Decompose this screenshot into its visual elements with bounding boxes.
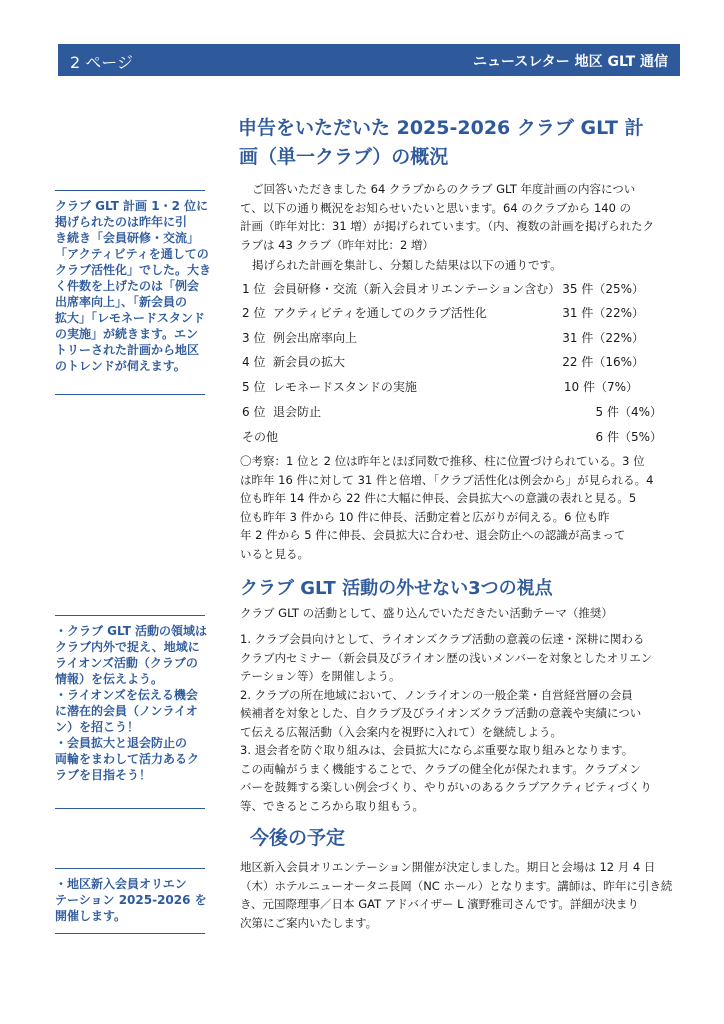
ranking-label: 退会防止 bbox=[273, 405, 322, 419]
body-line: この両輪がうまく機能することで、クラブの健全化が保たれます。クラブメン bbox=[240, 761, 641, 776]
section3-body bbox=[240, 858, 686, 932]
analysis-line: 〇考察：1 位と 2 位は昨年とほぼ同数で推移、柱に位置づけられている。3 位 bbox=[240, 454, 645, 468]
sidebar-line: ・クラブ GLT 活動の領域は bbox=[55, 624, 208, 638]
intro-paragraph bbox=[240, 180, 686, 254]
ranking-position: 3 位 bbox=[242, 331, 266, 345]
ranking-position: 5 位 bbox=[242, 380, 266, 394]
header-bar bbox=[58, 44, 680, 76]
section2-body bbox=[240, 630, 686, 815]
sidebar-line: き続き「会員研修・交流」 bbox=[55, 231, 200, 245]
section-title-line: 画（単一クラブ）の概況 bbox=[239, 146, 449, 168]
ranking-count: 5 件（4%） bbox=[595, 405, 662, 419]
ranking-row bbox=[242, 279, 662, 299]
sidebar-note-viewpoints bbox=[55, 615, 208, 809]
sidebar-line: 拡大」「レモネードスタンド bbox=[55, 311, 205, 325]
sidebar-line: ラブを目指そう！ bbox=[55, 768, 152, 782]
sidebar-line: クラブ活性化」でした。大き bbox=[55, 263, 212, 277]
intro-line: ご回答いただきました 64 クラブからのクラブ GLT 年度計画の内容につい bbox=[252, 182, 636, 196]
body-line: 等、できるところから取り組もう。 bbox=[240, 798, 424, 813]
lead-text: クラブ GLT の活動として、盛り込んでいただきたい活動テーマ（推奨） bbox=[240, 606, 613, 620]
sidebar-line: テーション 2025-2026 を bbox=[55, 893, 207, 907]
ranking-count: 31 件（22%） bbox=[562, 306, 644, 320]
analysis-line: 年 2 件から 5 件に伸長、会員拡大に合わせ、退会防止への認識が高まって bbox=[240, 528, 626, 542]
ranking-position: その他 bbox=[242, 430, 279, 444]
sidebar-line: クラブ内外で捉え、地域に bbox=[55, 640, 200, 654]
body-line: 次第にご案内いたします。 bbox=[240, 915, 378, 930]
ranking-label: アクティビティを通してのクラブ活性化 bbox=[273, 306, 487, 320]
sidebar-line: クラブ GLT 計画 1・2 位に bbox=[55, 199, 209, 213]
sidebar-line: ・会員拡大と退会防止の bbox=[55, 736, 188, 750]
body-line: 地区新入会員オリエンテーション開催が決定しました。期日と会場は 12 月 4 日 bbox=[240, 860, 656, 874]
newsletter-title: ニュースレター 地区 GLT 通信 bbox=[472, 54, 668, 70]
ranking-position: 4 位 bbox=[242, 355, 266, 369]
analysis-line: 位も昨年 14 件から 22 件に大幅に伸長、会員拡大への意識の表れと見る。5 bbox=[240, 491, 637, 505]
summary-line bbox=[240, 256, 686, 275]
ranking-row bbox=[242, 377, 662, 397]
sidebar-line: の実施」が続きます。エン bbox=[55, 327, 199, 341]
sidebar-line: 両輪をまわして活力あるク bbox=[55, 752, 200, 766]
section2-lead bbox=[240, 604, 686, 623]
body-line: クラブ内セミナー（新会員及びライオン歴の浅いメンバーを対象としたオリエン bbox=[240, 650, 653, 665]
page-number: 2 ページ bbox=[70, 53, 133, 72]
section-title-line: 申告をいただいた 2025-2026 クラブ GLT 計 bbox=[238, 117, 644, 139]
body-line: て伝える広報活動（入会案内を視野に入れて）を継続しよう。 bbox=[240, 724, 562, 739]
sidebar-line: 出席率向上」、「新会員の bbox=[55, 295, 188, 309]
ranking-position: 2 位 bbox=[242, 306, 266, 320]
ranking-label: 例会出席率向上 bbox=[273, 331, 358, 345]
body-line: 1. クラブ会員向けとして、ライオンズクラブ活動の意義の伝達・深耕に関わる bbox=[240, 632, 645, 646]
body-line: テーション等）を開催しよう。 bbox=[240, 669, 401, 683]
sidebar-line: 「アクティビティを通しての bbox=[55, 247, 209, 261]
ranking-row bbox=[242, 402, 662, 422]
section-title-three-viewpoints: クラブ GLT 活動の外せない3つの視点 bbox=[240, 578, 553, 599]
summary-text: 掲げられた計画を集計し、分類した結果は以下の通りです。 bbox=[252, 258, 562, 272]
sidebar-line: 掲げられたのは昨年に引 bbox=[55, 215, 188, 229]
ranking-row bbox=[242, 328, 662, 348]
ranking-count: 35 件（25%） bbox=[562, 282, 644, 296]
analysis-line: いると見る。 bbox=[240, 546, 309, 561]
ranking-label: レモネードスタンドの実施 bbox=[273, 380, 417, 394]
intro-line: て、以下の通り概況をお知らせいたいと思います。64 のクラブから 140 の bbox=[240, 200, 632, 215]
body-line: 3. 退会者を防ぐ取り組みは、会員拡大にならぶ重要な取り組みとなります。 bbox=[240, 743, 634, 757]
ranking-row bbox=[242, 427, 662, 447]
sidebar-line: 開催します。 bbox=[55, 909, 127, 923]
section-title-plan-overview bbox=[238, 114, 688, 172]
intro-line: ラブは 43 クラブ（昨年対比：2 増） bbox=[240, 237, 434, 252]
sidebar-line: に潜在的会員（ノンライオ bbox=[55, 704, 198, 718]
ranking-position: 6 位 bbox=[242, 405, 266, 419]
sidebar-line: ン）を招こう！ bbox=[55, 720, 140, 734]
sidebar-line: のトレンドが伺えます。 bbox=[55, 359, 186, 373]
body-line: （木）ホテルニューオータニ長岡（NC ホール）となります。講師は、昨年に引き続 bbox=[240, 878, 673, 893]
ranking-label: 新会員の拡大 bbox=[273, 355, 346, 369]
ranking-label: 会員研修・交流（新入会員オリエンテーション含む） bbox=[273, 282, 561, 296]
intro-line: 計画（昨年対比：31 増）が掲げられています。（内、複数の計画を掲げられたク bbox=[240, 219, 655, 233]
analysis-line: 位も昨年 3 件から 10 件に伸長、活動定着と広がりが伺える。6 位も昨 bbox=[240, 509, 610, 524]
ranking-count: 10 件（7%） bbox=[563, 380, 638, 394]
analysis-line: は昨年 16 件に対して 31 件と倍増、「クラブ活性化は例会から」が見られる。4 bbox=[240, 472, 654, 487]
ranking-count: 22 件（16%） bbox=[562, 355, 644, 369]
sidebar-note-orientation bbox=[55, 868, 205, 934]
ranking-count: 31 件（22%） bbox=[562, 331, 644, 345]
sidebar-note-trends bbox=[55, 190, 212, 395]
ranking-count: 6 件（5%） bbox=[595, 430, 662, 444]
body-line: バーを鼓舞する楽しい例会づくり、やりがいのあるクラブアクティビティづくり bbox=[240, 780, 652, 794]
sidebar-line: トリーされた計画から地区 bbox=[55, 343, 200, 357]
sidebar-line: ・ライオンズを伝える機会 bbox=[55, 688, 198, 702]
sidebar-line: く件数を上げたのは「例会 bbox=[55, 279, 200, 293]
analysis-paragraph bbox=[240, 452, 686, 563]
body-line: き、元国際理事／日本 GAT アドバイザー L 濱野雅司さんです。詳細が決まり bbox=[240, 897, 639, 911]
sidebar-line: ライオンズ活動（クラブの bbox=[55, 656, 198, 670]
ranking-row bbox=[242, 303, 662, 323]
sidebar-line: ・地区新入会員オリエン bbox=[55, 877, 187, 891]
body-line: 2. クラブの所在地域において、ノンライオンの一般企業・自営経営層の会員 bbox=[240, 687, 633, 702]
ranking-row bbox=[242, 352, 662, 372]
sidebar-line: 情報）を伝えよう。 bbox=[55, 672, 164, 686]
section-title-upcoming: 今後の予定 bbox=[250, 827, 346, 849]
body-line: 候補者を対象とした、自クラブ及びライオンズクラブ活動の意義や実績につい bbox=[240, 706, 642, 720]
ranking-position: 1 位 bbox=[242, 282, 266, 296]
